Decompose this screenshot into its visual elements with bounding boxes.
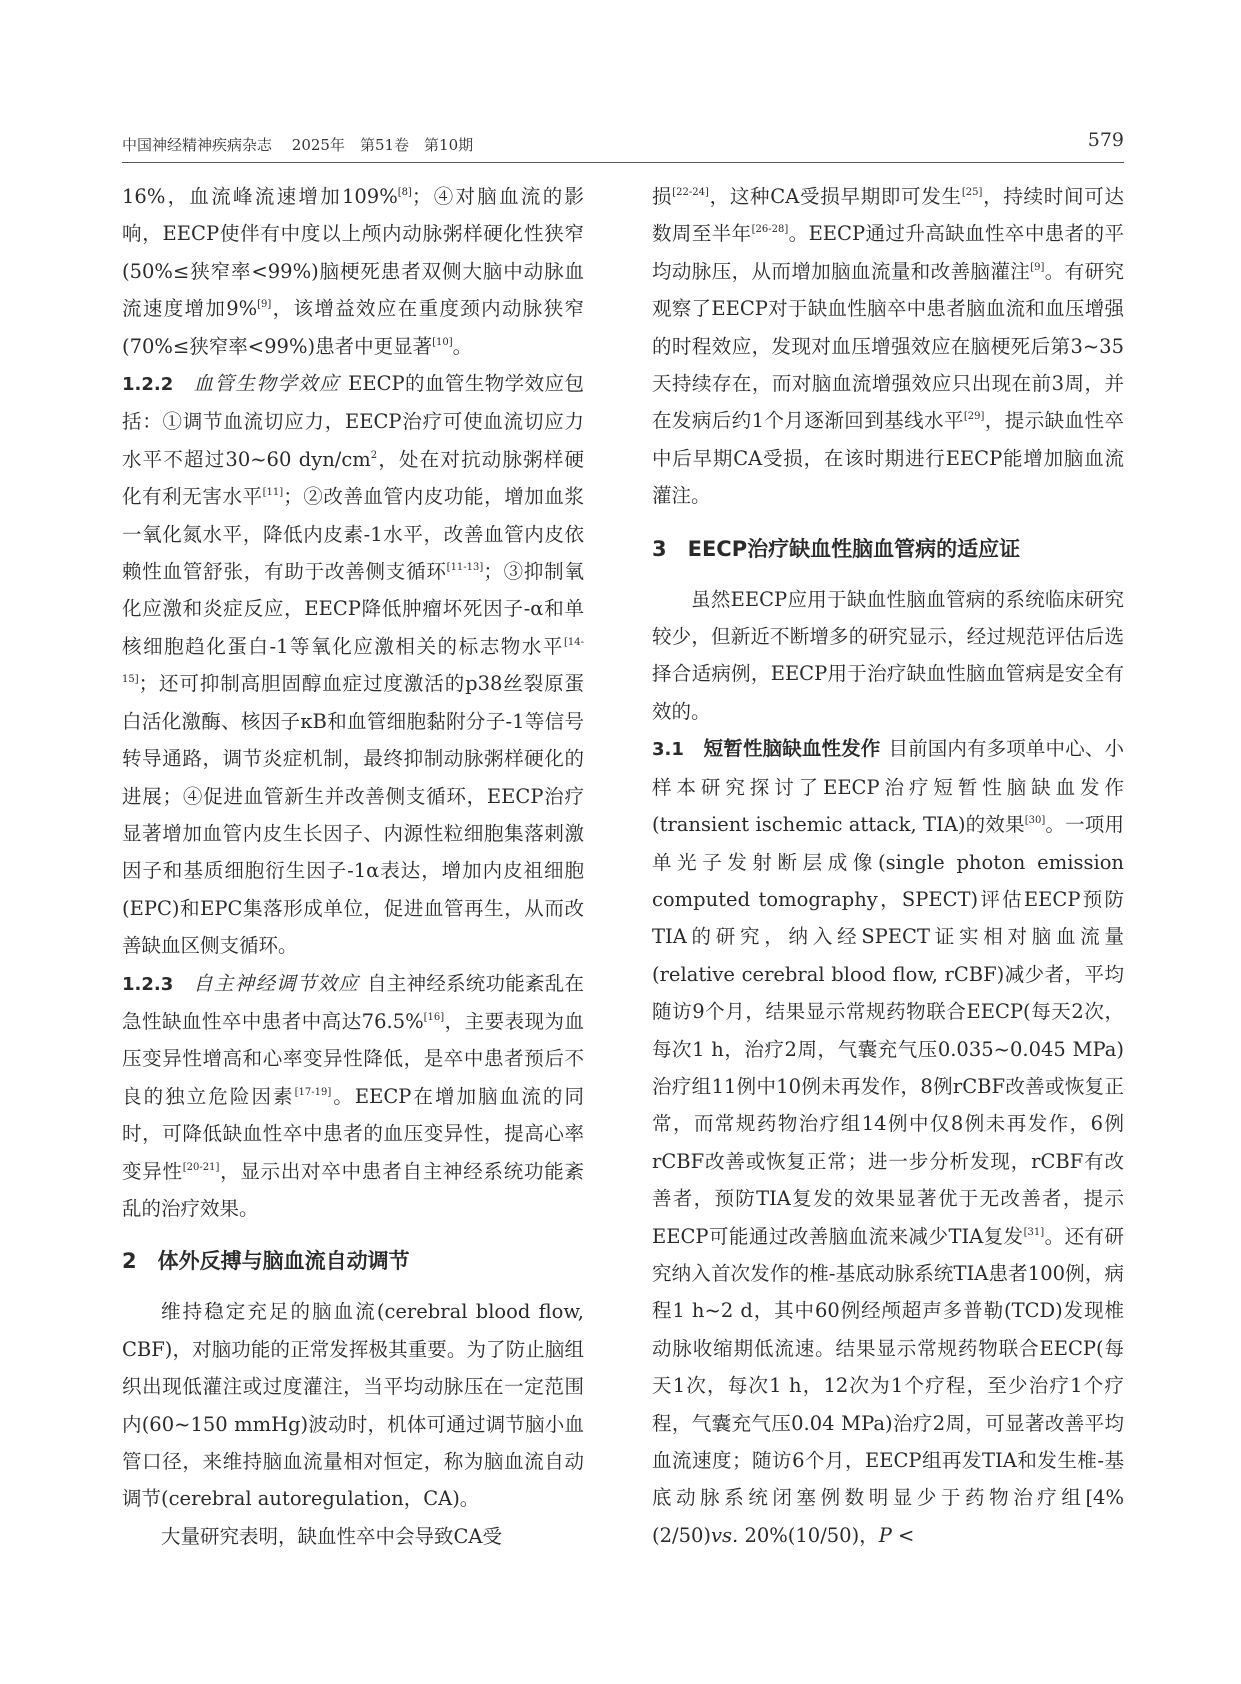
subsection-1-2-3: 1.2.3 自主神经调节效应 自主神经系统功能紊乱在急性缺血性卒中患者中高达76.5%[16]，主要表现为血压变异性增高和心率变异性降低，是卒中患者预后不良的独立危险因素[17-19]。EECP在增加脑血流的同时，可降低缺血性卒中患者的血压变异性，提高心率变异性[20-21]，显示出对卒中患者自主神经系统功能紊乱的治疗效果。 xyxy=(122,971,584,1220)
citation: [11-13] xyxy=(446,562,484,574)
subsection-1-2-2: 1.2.2 血管生物学效应 EECP的血管生物学效应包括：①调节血流切应力，EECP治疗可使血流切应力水平不超过30~60 dyn/$cm^2$，处在对抗动脉粥样硬化有利无害水平[11]；②改善血管内皮功能，增加血浆一氧化氮水平，降低内皮素-1水平，改善血管内皮依赖性血管舒张，有助于改善侧支循环[11-13]；③抑制氧化应激和炎症反应，EECP降低肿瘤坏死因子-α和单核细胞趋化蛋白-1等氧化应激相关的标志物水平[14-15]；还可抑制高胆固醇血症过度激活的p38丝裂原蛋白活化激酶、核因子κB和血管细胞黏附分子-1等信号转导通路，调节炎症机制，最终抑制动脉粥样硬化的进展；④促进血管新生并改善侧支循环，EECP治疗显著增加血管内皮生长因子、内源性粒细胞集落刺激因子和基质细胞衍生因子-1α表达，增加内皮祖细胞(EPC)和EPC集落形成单位，促进血管再生，从而改善缺血区侧支循环。 xyxy=(122,372,584,958)
section-heading-3: 3 EECP治疗缺血性脑血管病的适应证 xyxy=(652,536,1021,561)
section-heading-2: 2 体外反搏与脑血流自动调节 xyxy=(122,1249,410,1274)
citation: [17-19] xyxy=(294,1086,332,1098)
citation: [31] xyxy=(1023,1226,1045,1238)
paragraph: 虽然EECP应用于缺血性脑血管病的系统临床研究较少，但新近不断增多的研究显示，经过规范评估后选择合适病例，EECP用于治疗缺血性脑血管病是安全有效的。 xyxy=(652,587,1124,723)
paragraph: 损[22-24]，这种CA受损早期即可发生[25]，持续时间可达数周至半年[26-28]。EECP通过升高缺血性卒中患者的平均动脉压，从而增加脑血流量和改善脑灌注[9]。有研究观察了EECP对于缺血性脑卒中患者脑血流和血压增强的时程效应，发现对血压增强效应在脑梗死后第3~35天持续存在，而对脑血流增强效应只出现在前3周，并在发病后约1个月逐渐回到基线水平[29]，提示缺血性卒中后早期CA受损，在该时期进行EECP能增加脑血流灌注。 xyxy=(652,185,1124,508)
paragraph: 16%，血流峰流速增加109%[8]；④对脑血流的影响，EECP使伴有中度以上颅内动脉粥样硬化性狭窄(50%≤狭窄率<99%)脑梗死患者双侧大脑中动脉血流速度增加9%[9]，该增益效应在重度颈内动脉狭窄(70%≤狭窄率<99%)患者中更显著[10]。 xyxy=(122,185,584,358)
subsection-3-1: 3.1 短暂性脑缺血性发作 目前国内有多项单中心、小样本研究探讨了EECP治疗短暂性脑缺血发作(transient ischemic attack, TIA)的效果[30]。一项用单光子发射断层成像(single photon emission computed tomography，SPECT)评估EECP预防TIA的研究，纳入经SPECT证实相对脑血流量(relative cerebral blood flow, rCBF)减少者，平均随访9个月，结果显示常规药物联合EECP(每天2次，每次1 h，治疗2周，气囊充气压0.035~0.045 MPa)治疗组11例中10例未再发作，8例rCBF改善或恢复正常，而常规药物治疗组14例中仅8例未再发作，6例rCBF改善或恢复正常；进一步分析发现，rCBF有改善者，预防TIA复发的效果显著优于无改善者，提示EECP可能通过改善脑血流来减少TIA复发[31]。还有研究纳入首次发作的椎-基底动脉系统TIA患者100例，病程1 h~2 d，其中60例经颅超声多普勒(TCD)发现椎动脉收缩期低流速。结果显示常规药物联合EECP(每天1次，每次1 h，12次为1个疗程，至少治疗1个疗程，气囊充气压0.04 MPa)治疗2周，可显著改善平均血流速度；随访6个月，EECP组再发TIA和发生椎-基底动脉系统闭塞例数明显少于药物治疗组[4%(2/50)vs. 20%(10/50)，P < xyxy=(652,737,1124,1547)
subsection-title: 自主神经调节效应 xyxy=(193,971,360,995)
subsection-title: 短暂性脑缺血性发作 xyxy=(703,737,881,761)
citation: [25] xyxy=(961,187,983,198)
journal-title: 中国神经精神疾病杂志 2025年 第51卷 第10期 xyxy=(122,136,474,154)
paragraph: 大量研究表明，缺血性卒中会导致CA受 xyxy=(161,1524,503,1548)
citation: [14-15] xyxy=(122,636,584,686)
citation: [20-21] xyxy=(182,1161,220,1173)
citation: [8] xyxy=(397,187,412,198)
right-column xyxy=(652,178,1124,1554)
citation: [30] xyxy=(1024,815,1046,827)
citation: [9] xyxy=(1030,261,1045,273)
citation: [22-24] xyxy=(672,187,709,198)
subsection-number: 1.2.3 xyxy=(122,973,174,995)
citation: [10] xyxy=(432,336,453,348)
subsection-title: 血管生物学效应 xyxy=(193,372,341,396)
citation: [16] xyxy=(423,1011,445,1023)
citation: [29] xyxy=(963,411,985,423)
page-number: 579 xyxy=(1087,129,1124,151)
subsection-number: 3.1 xyxy=(652,739,684,761)
citation: [11] xyxy=(262,487,284,499)
subsection-number: 1.2.2 xyxy=(122,374,174,396)
paragraph: 维持稳定充足的脑血流(cerebral blood flow, CBF)，对脑功能的正常发挥极其重要。为了防止脑组织出现低灌注或过度灌注，当平均动脉压在一定范围内(60~150 mmHg)波动时，机体可通过调节脑小血管口径，来维持脑血流量相对恒定，称为脑血流自动调节(cerebral autoregulation，CA)。 xyxy=(122,1300,584,1511)
running-header xyxy=(122,129,1124,163)
left-column xyxy=(122,178,584,1555)
citation: [9] xyxy=(257,299,272,311)
citation: [26-28] xyxy=(751,224,789,236)
